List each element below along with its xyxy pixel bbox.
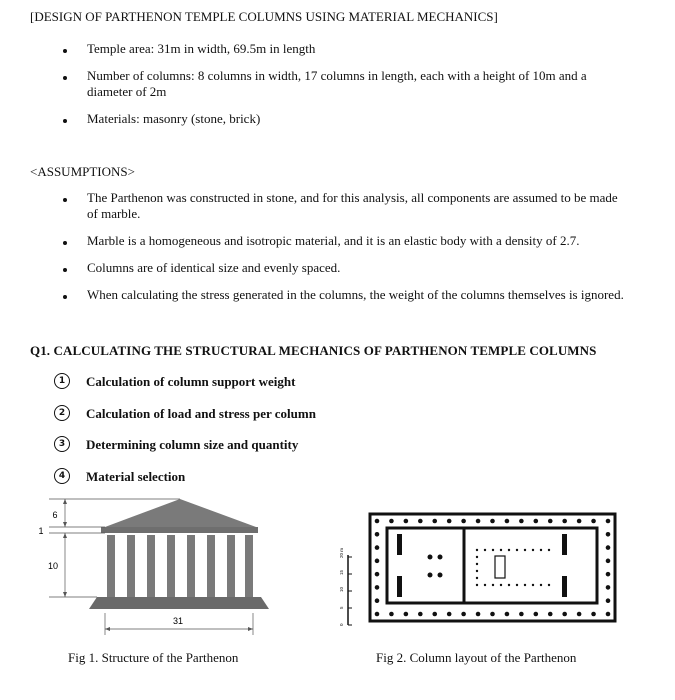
design-item-area <box>87 41 315 57</box>
design-item-text: Materials: masonry (stone, brick) <box>87 111 261 126</box>
scale-label: 15 <box>339 569 344 575</box>
inner-column-dot <box>516 584 518 586</box>
anta <box>562 576 567 597</box>
column-dot <box>447 519 452 524</box>
column-dot <box>418 519 423 524</box>
circled-number: 1 <box>54 373 70 389</box>
column-dot <box>606 532 611 537</box>
column-dot <box>534 612 539 617</box>
assumption-text: of marble. <box>87 206 141 221</box>
document-title: [DESIGN OF PARTHENON TEMPLE COLUMNS USING MATERIAL MECHANICS] <box>30 9 498 24</box>
scale-label: 20 m <box>339 547 344 558</box>
inner-column-dot <box>548 584 550 586</box>
q1-item-label: Calculation of load and stress per column <box>86 406 316 421</box>
design-item-columns <box>87 68 587 100</box>
column-dot <box>577 519 582 524</box>
fig1-caption: Fig 1. Structure of the Parthenon <box>68 650 239 665</box>
column-dot <box>606 585 611 590</box>
column-dot <box>389 612 394 617</box>
inner-column-dot <box>508 584 510 586</box>
column-dot <box>432 519 437 524</box>
bullet <box>63 268 67 272</box>
inner-column-dot <box>524 549 526 551</box>
column-dot <box>577 612 582 617</box>
column-dot <box>375 545 380 550</box>
column-dot <box>375 612 380 617</box>
dim-label-step: 1 <box>38 526 44 536</box>
inner-column-dot <box>476 563 478 565</box>
inner-column-dot <box>476 584 478 586</box>
bullet <box>63 198 67 202</box>
column-dot <box>562 612 567 617</box>
anta <box>397 534 402 555</box>
q1-item-label: Material selection <box>86 469 186 484</box>
assumption-text: The Parthenon was constructed in stone, and for this analysis, all components are assumed to be made <box>87 190 618 205</box>
column-dot <box>519 519 524 524</box>
stylobate <box>89 597 269 609</box>
column-dot <box>490 612 495 617</box>
column-dot <box>606 545 611 550</box>
column-dot <box>404 519 409 524</box>
column <box>167 535 175 597</box>
circled-number: 4 <box>54 468 70 484</box>
column-dot <box>404 612 409 617</box>
column-dot <box>606 559 611 564</box>
dim-label-top: 6 <box>52 510 58 520</box>
column-dot <box>548 519 553 524</box>
column <box>147 535 155 597</box>
inner-column-dot <box>476 556 478 558</box>
bullet <box>63 76 67 80</box>
column-dot <box>461 612 466 617</box>
west-door <box>390 551 396 580</box>
inner-column-dot <box>532 584 534 586</box>
column-dot <box>606 572 611 577</box>
fig2-caption: Fig 2. Column layout of the Parthenon <box>376 650 577 665</box>
column <box>207 535 215 597</box>
columns-group <box>107 535 253 597</box>
inner-column-dot <box>484 549 486 551</box>
assumption-item <box>87 233 579 249</box>
anta <box>397 576 402 597</box>
inner-column-dot <box>532 549 534 551</box>
column-dot <box>432 612 437 617</box>
bullet <box>63 119 67 123</box>
inner-column-dot <box>524 584 526 586</box>
bullet <box>63 295 67 299</box>
pediment <box>105 499 256 527</box>
inner-column-dot <box>516 549 518 551</box>
column-dot <box>505 612 510 617</box>
inner-colonnade <box>476 549 550 586</box>
column-dot <box>375 519 380 524</box>
outer-platform <box>370 514 615 621</box>
q1-heading: Q1. CALCULATING THE STRUCTURAL MECHANICS OF PARTHENON TEMPLE COLUMNS <box>30 343 597 358</box>
scale-label: 10 <box>339 586 344 592</box>
bullet <box>63 241 67 245</box>
inner-column-dot <box>492 584 494 586</box>
assumption-text: When calculating the stress generated in the columns, the weight of the columns themselves is ignored. <box>87 287 624 302</box>
inner-column-dot <box>484 584 486 586</box>
column-dot <box>375 572 380 577</box>
inner-column-dot <box>500 549 502 551</box>
column-dot <box>447 612 452 617</box>
column-dot <box>490 519 495 524</box>
q1-item-label: Determining column size and quantity <box>86 437 299 452</box>
column-dot <box>505 519 510 524</box>
assumption-item <box>87 190 618 222</box>
dim-label-width: 31 <box>172 616 184 626</box>
assumption-text: Columns are of identical size and evenly spaced. <box>87 260 341 275</box>
column-dot <box>548 612 553 617</box>
statue-base <box>495 556 505 578</box>
inner-column-dot <box>500 584 502 586</box>
column-dot <box>606 612 611 617</box>
design-item-text: diameter of 2m <box>87 84 167 99</box>
east-door <box>588 551 594 580</box>
column <box>227 535 235 597</box>
column <box>107 535 115 597</box>
parthenon-structure-diagram <box>35 495 285 645</box>
column-dot <box>519 612 524 617</box>
column-dot <box>375 559 380 564</box>
entablature <box>101 527 258 533</box>
design-item-materials <box>87 111 260 127</box>
assumption-text: Marble is a homogeneous and isotropic material, and it is an elastic body with a density of 2.7. <box>87 233 580 248</box>
inner-column-dot <box>476 549 478 551</box>
column-dot <box>606 519 611 524</box>
inner-column-dot <box>476 577 478 579</box>
circled-number: 3 <box>54 436 70 452</box>
bullet <box>63 49 67 53</box>
column-dot <box>418 612 423 617</box>
scale-labels <box>339 548 344 626</box>
q1-item-label: Calculation of column support weight <box>86 374 296 389</box>
column-dot <box>606 598 611 603</box>
back-room-columns <box>428 555 443 578</box>
column-dot <box>375 532 380 537</box>
column-dot <box>534 519 539 524</box>
circled-number: 2 <box>54 405 70 421</box>
scale-label: 0 <box>339 623 344 626</box>
column-dot <box>591 612 596 617</box>
column-dot <box>389 519 394 524</box>
assumptions-heading: <ASSUMPTIONS> <box>30 164 135 179</box>
design-item-text: Temple area: 31m in width, 69.5m in length <box>87 41 316 56</box>
inner-column-dot <box>540 584 542 586</box>
dim-label-height: 10 <box>47 561 59 571</box>
inner-column-dot <box>508 549 510 551</box>
anta <box>562 534 567 555</box>
inner-column-dot <box>540 549 542 551</box>
column <box>245 535 253 597</box>
column-dot <box>375 585 380 590</box>
inner-column-dot <box>476 570 478 572</box>
column-dot <box>562 519 567 524</box>
column-layout-diagram <box>335 505 625 635</box>
column <box>127 535 135 597</box>
column-dot <box>375 598 380 603</box>
assumption-item <box>87 287 624 303</box>
column-dot <box>476 612 481 617</box>
inner-column-dot <box>492 549 494 551</box>
design-item-text: Number of columns: 8 columns in width, 17 columns in length, each with a height of 10m and a <box>87 68 587 83</box>
column-dot <box>461 519 466 524</box>
inner-column-dot <box>548 549 550 551</box>
column-dot <box>476 519 481 524</box>
column <box>187 535 195 597</box>
column-dot <box>591 519 596 524</box>
assumption-item <box>87 260 340 276</box>
scale-label: 5 <box>339 606 344 609</box>
